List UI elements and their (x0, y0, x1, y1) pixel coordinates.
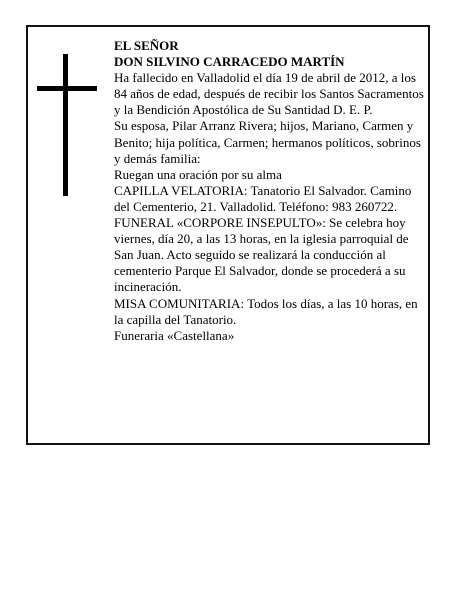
prayer-request: Ruegan una oración por su alma (114, 166, 282, 182)
funeral-home: Funeraria «Castellana» (114, 327, 235, 343)
cross-icon (37, 54, 97, 196)
family-list: Su esposa, Pilar Arranz Rivera; hijos, Mariano, Carmen y Benito; hija política, Carmen; hermanos políticos, sobrinos y demás familia: (114, 118, 421, 166)
obituary-heading: EL SEÑOR (114, 38, 179, 53)
cross-horizontal-bar (37, 86, 97, 91)
cross-vertical-bar (63, 54, 68, 196)
deceased-name: DON SILVINO CARRACEDO MARTÍN (114, 54, 345, 70)
wake-chapel-info: CAPILLA VELATORIA: Tanatorio El Salvador. Camino del Cementerio, 21. Valladolid. Teléfono: 983 260722. (114, 182, 412, 214)
community-mass-info: MISA COMUNITARIA: Todos los días, a las 10 horas, en la capilla del Tanatorio. (114, 295, 418, 327)
death-announcement: Ha fallecido en Valladolid el día 19 de abril de 2012, a los 84 años de edad, después de recibir los Santos Sacramentos y la Bendición Apostólica de Su Santidad D. E. P. (114, 70, 424, 118)
funeral-info: FUNERAL «CORPORE INSEPULTO»: Se celebra hoy viernes, día 20, a las 13 horas, en la iglesia parroquial de San Juan. Acto seguido se realizará la conducción al cementerio Parque El Salvador, donde se procederá a su incineración. (114, 215, 409, 295)
obituary-text (114, 38, 426, 344)
